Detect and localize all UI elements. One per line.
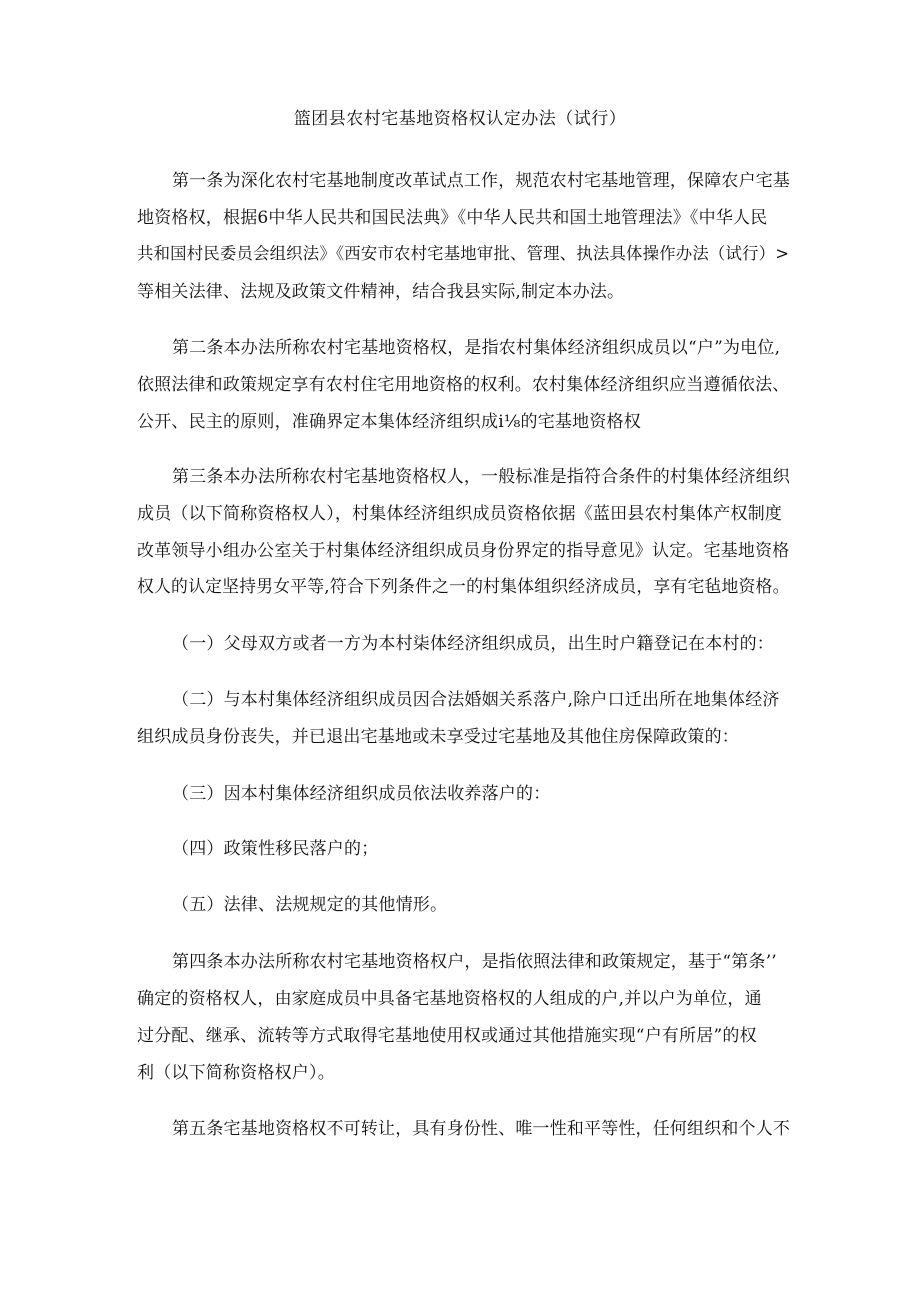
article-5-line-1: 第五条宅基地资格权不可转让，具有身份性、唯一性和平等性，任何组织和个人不 — [172, 1119, 791, 1139]
article-4-line-1: 第四条本办法所称农村宅基地资格权户，是指依照法律和政策规定，基于“第条’’ — [172, 952, 777, 972]
article-3-line-4: 权人的认定坚持男女平等,符合下列条件之一的村集体组织经济成员，享有宅毡地资格。 — [137, 576, 790, 596]
article-1-line-4: 等相关法律、法规及政策文件精神，结合我县实际,制定本办法。 — [137, 282, 625, 302]
article-1-line-2: 地资格权，根据6中华人民共和国民法典》《中华人民共和国土地管理法》《中华人民 — [137, 208, 768, 228]
article-2-line-3: 公开、民主的原则，准确界定本集体经济组织成i⅛的宅基地资格权 — [137, 412, 641, 432]
item-2-line-2: 组织成员身份丧失，并已退出宅基地或未享受过宅基地及其他住房保障政策的： — [137, 727, 739, 747]
article-1-line-3: 共和国村民委员会组织法》《西安市农村宅基地审批、管理、执法具体操作办法（试行）> — [137, 244, 790, 263]
article-3-line-2: 成员（以下简称资格权人），村集体经济组织成员资格依据《蓝田县农村集体产权制度 — [137, 504, 783, 524]
article-4-line-2: 确定的资格权人，由家庭成员中具备宅基地资格权的人组成的户,并以户为单位，通 — [137, 989, 762, 1009]
item-5-line-1: （五）法律、法规规定的其他情形。 — [172, 895, 448, 915]
article-4-line-3: 过分配、继承、流转等方式取得宅基地使用权或通过其他措施实现“户有所居”的权 — [137, 1026, 757, 1046]
article-2-line-2: 依照法律和政策规定享有农村住宅用地资格的权利。农村集体经济组织应当遵循依法、 — [137, 375, 790, 395]
article-4-line-4: 利（以下简称资格权户）。 — [137, 1063, 335, 1083]
article-3-line-1: 第三条本办法所称农村宅基地资格权人，一般标准是指符合条件的村集体经济组织 — [172, 467, 791, 487]
item-1-line-1: （一）父母双方或者一方为本村柒体经济组织成员，出生时户籍登记在本村的： — [172, 634, 774, 654]
article-1-line-1: 第一条为深化农村宅基地制度改革试点工作，规范农村宅基地管理，保障农户宅基 — [172, 171, 791, 191]
document-title: 篮团县农村宅基地资格权认定办法（试行） — [293, 109, 627, 129]
article-3-line-3: 改革领导小组办公室关于村集体经济组织成员身份界定的指导意见》认定。宅基地资格 — [137, 541, 790, 561]
item-3-line-1: （三）因本村集体经济组织成员依法收养落户的： — [172, 784, 551, 804]
item-2-line-1: （二）与本村集体经济组织成员因合法婚姻关系落户,除户口迁出所在地集体经济 — [172, 690, 780, 710]
article-2-line-1: 第二条本办法所称农村宅基地资格权，是指农村集体经济组织成员以“户”为电位, — [172, 338, 781, 358]
item-4-line-1: （四）政策性移民落户的； — [172, 839, 379, 859]
